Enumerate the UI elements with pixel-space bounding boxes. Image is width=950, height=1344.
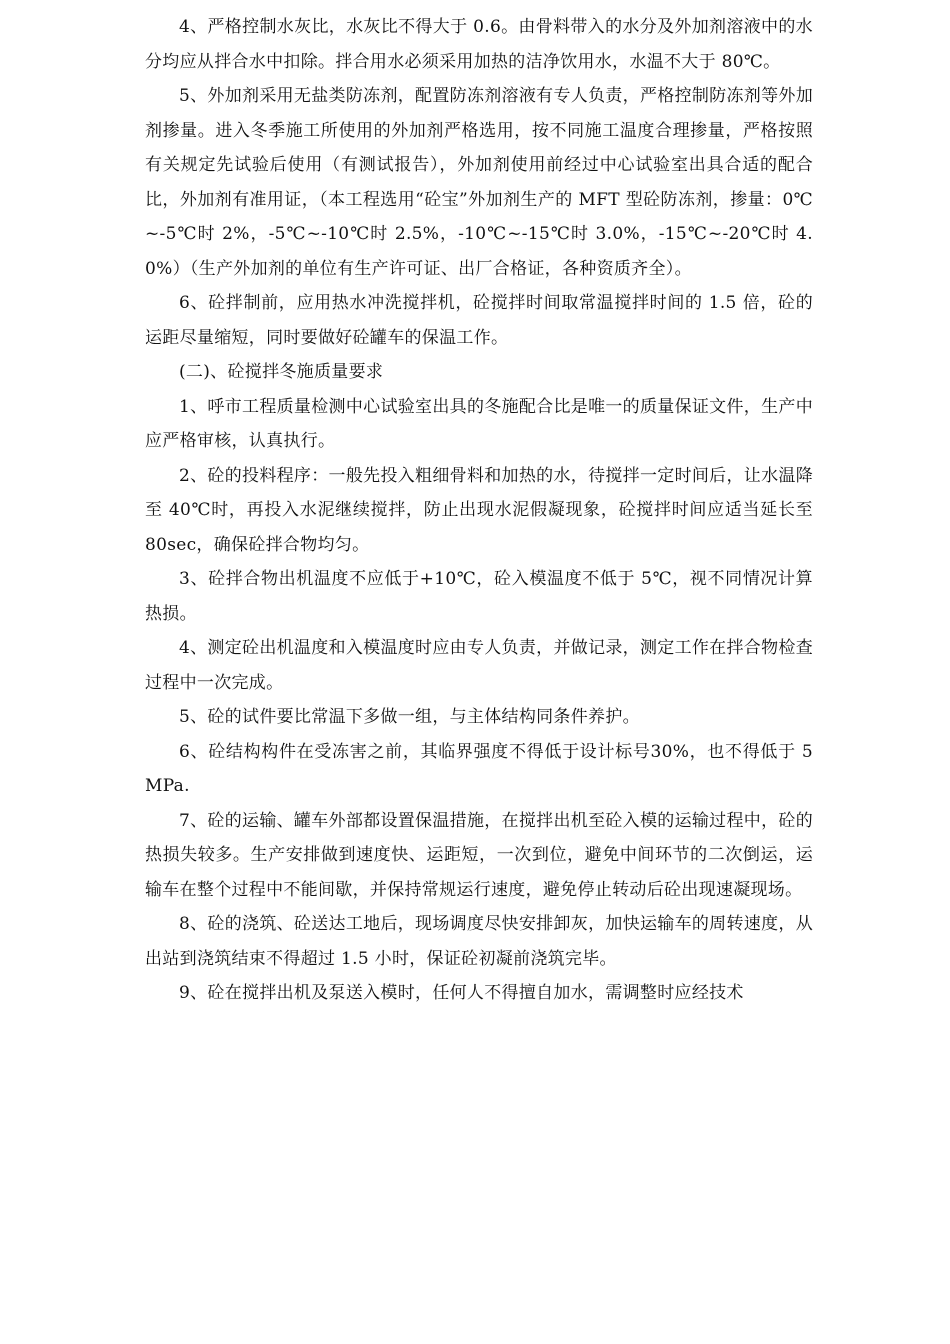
paragraph-item-6-mixing: 6、砼拌制前，应用热水冲洗搅拌机，砼搅拌时间取常温搅拌时间的 1.5 倍，砼的运距尽量缩短，同时要做好砼罐车的保温工作。 bbox=[145, 293, 813, 348]
document-page bbox=[145, 10, 813, 1011]
paragraph-item-5-admixture: 5、外加剂采用无盐类防冻剂，配置防冻剂溶液有专人负责，严格控制防冻剂等外加剂掺量。进入冬季施工所使用的外加剂严格选用，按不同施工温度合理掺量，严格按照有关规定先试验后使用（有测试报告），外加剂使用前经过中心试验室出具合适的配合比，外加剂有准用证，（本工程选用“砼宝”外加剂生产的 MFT 型砼防冻剂，掺量：0℃~-5℃时 2%，-5℃~-10℃时 2.5%，-10℃~-15℃时 3.0%，-15℃~-20℃时 4.0%）（生产外加剂的单位有生产许可证、出厂合格证，各种资质齐全）。 bbox=[145, 86, 813, 279]
paragraph-req-2: 2、砼的投料程序：一般先投入粗细骨料和加热的水，待搅拌一定时间后，让水温降至 40℃时，再投入水泥继续搅拌，防止出现水泥假凝现象，砼搅拌时间应适当延长至 80sec，确保砼拌合物均匀。 bbox=[145, 465, 813, 555]
paragraph-req-7: 7、砼的运输、罐车外部都设置保温措施，在搅拌出机至砼入模的运输过程中，砼的热损失较多。生产安排做到速度快、运距短，一次到位，避免中间环节的二次倒运，运输车在整个过程中不能间歇，并保持常规运行速度，避免停止转动后砼出现速凝现场。 bbox=[145, 810, 813, 900]
paragraph-req-9: 9、砼在搅拌出机及泵送入模时，任何人不得擅自加水，需调整时应经技术 bbox=[179, 983, 744, 1003]
paragraph-req-5: 5、砼的试件要比常温下多做一组，与主体结构同条件养护。 bbox=[179, 707, 640, 727]
paragraph-item-4-water-cement-ratio: 4、严格控制水灰比，水灰比不得大于 0.6。由骨料带入的水分及外加剂溶液中的水分均应从拌合水中扣除。拌合用水必须采用加热的洁净饮用水，水温不大于 80℃。 bbox=[145, 17, 813, 72]
paragraph-req-8: 8、砼的浇筑、砼送达工地后，现场调度尽快安排卸灰，加快运输车的周转速度，从出站到浇筑结束不得超过 1.5 小时，保证砼初凝前浇筑完毕。 bbox=[145, 914, 813, 969]
paragraph-req-6: 6、砼结构构件在受冻害之前，其临界强度不得低于设计标号30%，也不得低于 5MPa. bbox=[145, 741, 813, 796]
paragraph-req-3: 3、砼拌合物出机温度不应低于+10℃，砼入模温度不低于 5℃，视不同情况计算热损。 bbox=[145, 569, 813, 624]
paragraph-req-4: 4、测定砼出机温度和入模温度时应由专人负责，并做记录，测定工作在拌合物检查过程中一次完成。 bbox=[145, 638, 813, 693]
section-heading-quality-requirements: (二)、砼搅拌冬施质量要求 bbox=[179, 362, 384, 382]
paragraph-req-1: 1、呼市工程质量检测中心试验室出具的冬施配合比是唯一的质量保证文件，生产中应严格审核，认真执行。 bbox=[145, 396, 813, 451]
